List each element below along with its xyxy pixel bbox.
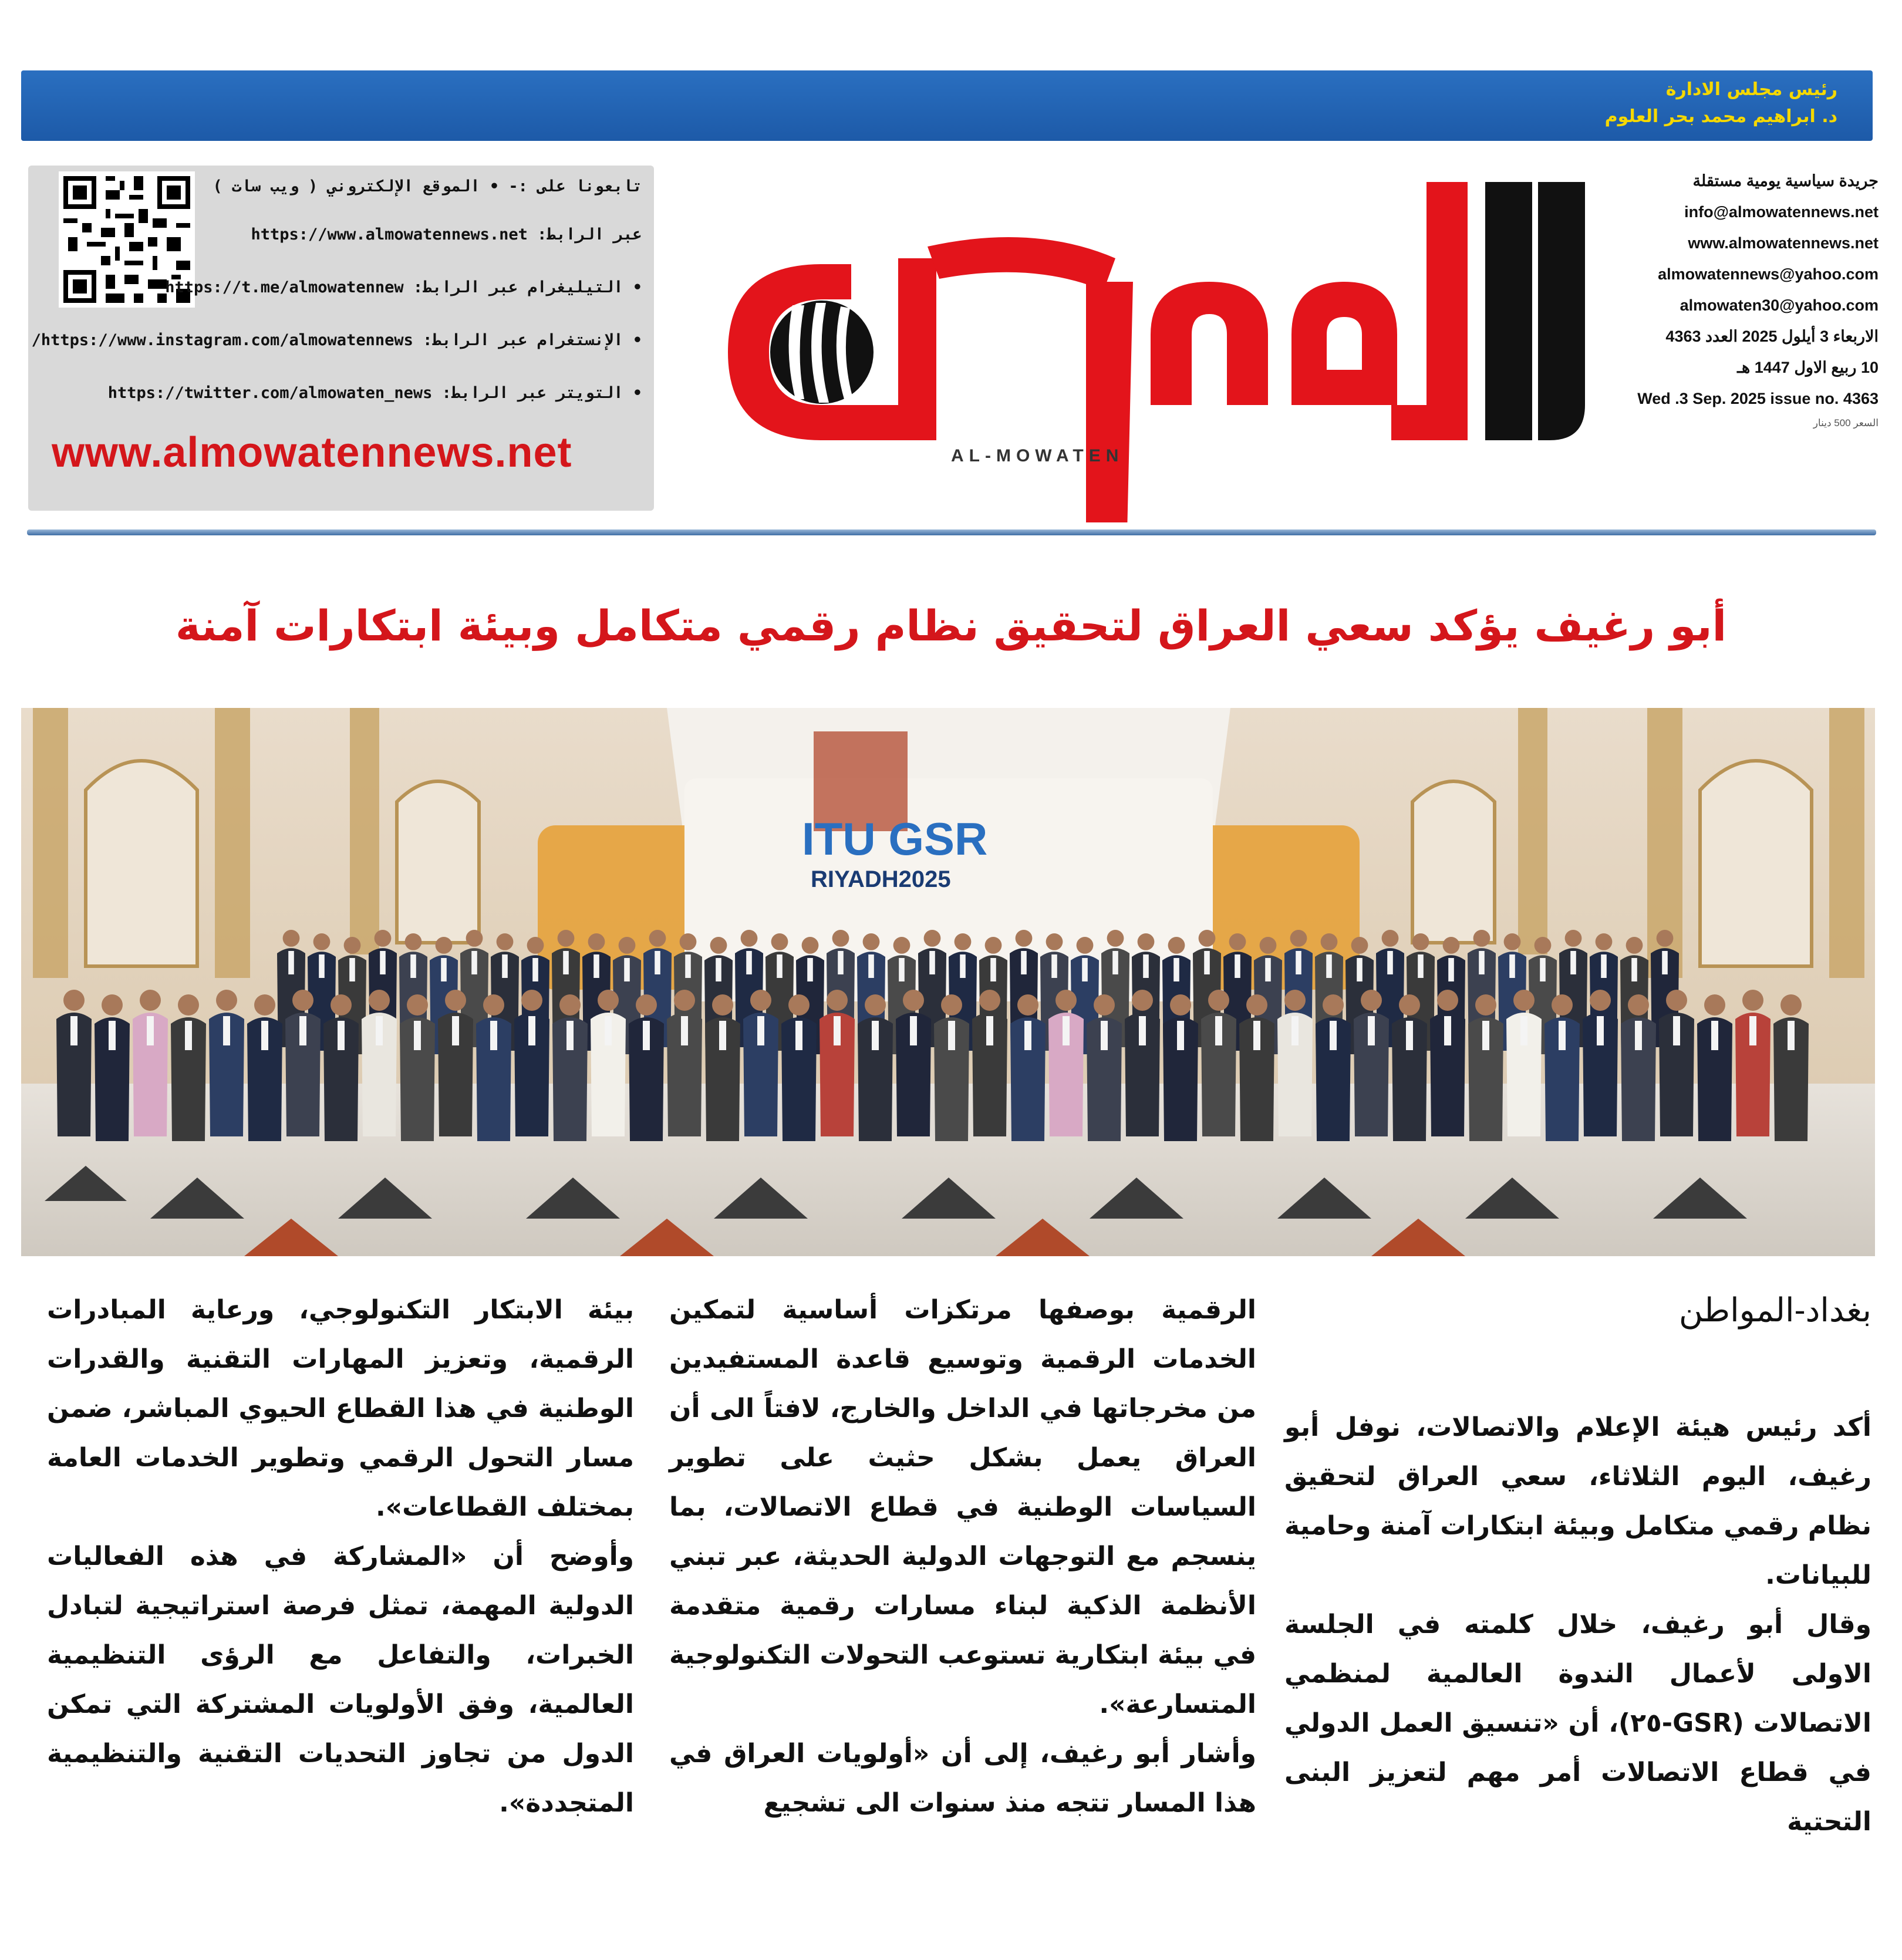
masthead-logo xyxy=(704,158,1620,522)
article-headline: أبو رغيف يؤكد سعي العراق لتحقيق نظام رقمي متكامل وبيئة ابتكارات آمنة xyxy=(175,601,1727,650)
chairman-block xyxy=(1605,76,1837,130)
masthead-wordmark-icon xyxy=(704,158,1620,522)
website-link[interactable]: عبر الرابط: https://www.almowatennews.net xyxy=(251,225,642,244)
masthead-latin: AL-MOWATEN xyxy=(951,446,1124,465)
issue-date-arabic: الاربعاء 3 أيلول 2025 العدد 4363 xyxy=(1665,328,1879,345)
paragraph: الرقمية بوصفها مرتكزات أساسية لتمكين الخدمات الرقمية وتوسيع قاعدة المستفيدين من مخرجاتها في الداخل والخارج، لافتاً الى أن العراق يعمل بشكل حثيث على تطوير السياسات الوطنية في قطاع الاتصالات، بما ينسجم مع التوجهات الدولية الحديثة، عبر تبني الأنظمة الذكية لبناء مسارات رقمية متقدمة في بيئة ابتكارية تستوعب التحولات التكنولوجية المتسارعة». xyxy=(669,1295,1256,1719)
hijri-date: 10 ربيع الاول 1447 هـ xyxy=(1737,359,1879,376)
chairman-name: د. ابراهيم محمد بحر العلوم xyxy=(1604,106,1837,127)
email-info[interactable]: info@almowatennews.net xyxy=(1684,203,1879,221)
riyadh-2025-sign: RIYADH2025 xyxy=(811,866,951,892)
paragraph: أكد رئيس هيئة الإعلام والاتصالات، نوفل أبو رغيف، اليوم الثلاثاء، سعي العراق لتحقيق نظام رقمي متكامل وبيئة ابتكارات آمنة وحامية للبيانات. xyxy=(1284,1412,1871,1590)
chairman-title: رئيس مجلس الادارة xyxy=(1665,79,1837,100)
article-column-middle xyxy=(669,1286,1256,1828)
article-photo xyxy=(21,708,1875,1256)
paragraph: وقال أبو رغيف، خلال كلمته في الجلسة الاولى لأعمال الندوة العالمية لمنظمي الاتصالات (GSR-٢٥)، أن «تنسيق العمل الدولي في قطاع الاتصالات أمر مهم لتعزيز البنى التحتية xyxy=(1284,1610,1872,1837)
paragraph: بيئة الابتكار التكنولوجي، ورعاية المبادرات الرقمية، وتعزيز المهارات التقنية والقدرات الوطنية في هذا القطاع الحيوي المباشر، ضمن مسار التحول الرقمي وتطوير الخدمات العامة بمختلف القطاعات». xyxy=(47,1295,634,1522)
follow-us-box xyxy=(28,166,654,511)
dateline: بغداد-المواطن xyxy=(1678,1291,1871,1330)
paragraph: وأشار أبو رغيف، إلى أن «أولويات العراق في هذا المسار تتجه منذ سنوات الى تشجيع xyxy=(669,1739,1256,1818)
header-divider xyxy=(27,529,1876,535)
issue-info xyxy=(1597,166,1879,432)
price: السعر 500 دينار xyxy=(1813,417,1879,429)
group-photo-image xyxy=(21,708,1875,1256)
website-text[interactable]: www.almowatennews.net xyxy=(1688,234,1879,252)
instagram-link[interactable]: • الإنستغرام عبر الرابط: https://www.instagram.com/almowatennews/ xyxy=(31,331,642,349)
tagline: جريدة سياسية يومية مستقلة xyxy=(1692,172,1879,190)
article-column-right xyxy=(1284,1403,1871,1847)
paragraph: وأوضح أن «المشاركة في هذه الفعاليات الدولية المهمة، تمثل فرصة استراتيجية لتبادل الخبرات، والتفاعل مع الرؤى التنظيمية العالمية، وفق الأولويات المشتركة التي تمكن الدول من تجاوز التحديات التقنية والتنظيمية المتجددة». xyxy=(47,1541,634,1818)
issue-date-english: Wed .3 Sep. 2025 issue no. 4363 xyxy=(1637,390,1879,407)
follow-us-line: تابعونا على :- • الموقع الإلكتروني ( ويب سات ) xyxy=(213,177,642,195)
article-column-left xyxy=(47,1286,634,1828)
telegram-link[interactable]: • التيليغرام عبر الرابط: https://t.me/almowatennew xyxy=(165,278,642,296)
twitter-link[interactable]: • التويتر عبر الرابط: https://twitter.com/almowaten_news xyxy=(107,384,642,402)
top-band xyxy=(21,70,1873,141)
email-yahoo-2[interactable]: almowaten30@yahoo.com xyxy=(1680,296,1879,314)
itu-gsr-sign: ITU GSR xyxy=(802,813,988,865)
site-url[interactable]: www.almowatennews.net xyxy=(52,429,572,476)
email-yahoo-1[interactable]: almowatennews@yahoo.com xyxy=(1658,265,1879,283)
